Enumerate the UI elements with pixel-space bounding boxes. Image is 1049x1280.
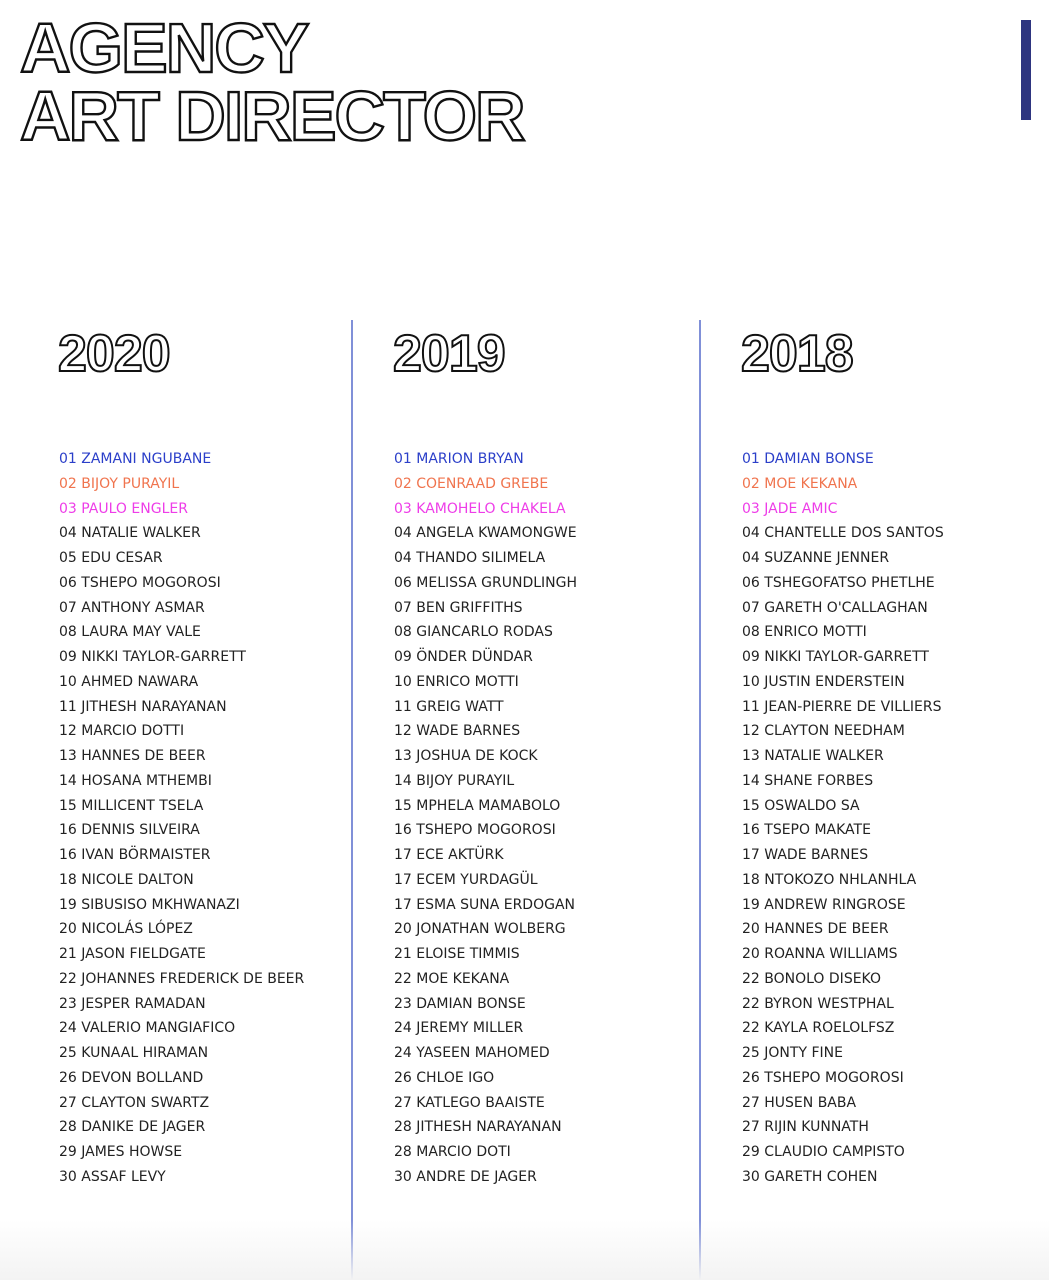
list-item: 14 BIJOY PURAYIL [394, 772, 515, 789]
list-item: 17 ECEM YURDAGÜL [394, 871, 538, 888]
list-item: 13 NATALIE WALKER [742, 748, 884, 764]
page-title [20, 9, 524, 155]
list-item: 30 ANDRE DE JAGER [394, 1168, 537, 1185]
list-item: 03 JADE AMIC [742, 500, 838, 517]
list-item: 24 VALERIO MANGIAFICO [59, 1020, 236, 1037]
list-item: 28 MARCIO DOTI [394, 1144, 511, 1160]
list-item: 06 TSHEPO MOGOROSI [59, 574, 221, 591]
list-item: 04 THANDO SILIMELA [394, 550, 546, 566]
list-item: 08 ENRICO MOTTI [742, 624, 867, 641]
list-item: 27 HUSEN BABA [742, 1094, 857, 1111]
list-item: 19 ANDREW RINGROSE [742, 896, 906, 913]
list-item: 06 TSHEGOFATSO PHETLHE [742, 574, 935, 591]
list-item: 05 EDU CESAR [59, 550, 163, 566]
bottom-fade [0, 1220, 1049, 1280]
list-item: 29 CLAUDIO CAMPISTO [742, 1144, 905, 1160]
list-item: 12 CLAYTON NEEDHAM [742, 723, 905, 740]
list-item: 23 DAMIAN BONSE [394, 995, 526, 1012]
list-item: 22 BYRON WESTPHAL [742, 995, 894, 1012]
title-line-agency: AGENCY [20, 9, 308, 87]
list-item: 25 KUNAAL HIRAMAN [59, 1045, 209, 1061]
list-item: 18 NICOLE DALTON [59, 871, 194, 888]
list-item: 15 OSWALDO SA [742, 797, 860, 814]
list-item: 18 NTOKOZO NHLANHLA [742, 871, 917, 888]
list-item: 20 HANNES DE BEER [742, 921, 889, 938]
list-item: 04 SUZANNE JENNER [742, 550, 890, 566]
list-item: 07 ANTHONY ASMAR [59, 599, 205, 616]
list-item: 29 JAMES HOWSE [59, 1144, 183, 1160]
list-item: 26 CHLOE IGO [394, 1069, 495, 1086]
list-item: 13 HANNES DE BEER [59, 748, 206, 764]
year-heading: 2020 [58, 325, 170, 383]
list-item: 16 TSEPO MAKATE [742, 822, 871, 839]
list-item: 12 WADE BARNES [394, 723, 521, 740]
list-item: 07 BEN GRIFFITHS [394, 599, 523, 616]
column-divider-2 [699, 320, 701, 1280]
title-line-art-director: ART DIRECTOR [20, 77, 524, 155]
list-item: 23 JESPER RAMADAN [59, 995, 206, 1012]
list-item: 27 KATLEGO BAAISTE [394, 1094, 545, 1111]
list-item: 30 GARETH COHEN [742, 1168, 878, 1185]
list-item: 04 ANGELA KWAMONGWE [394, 525, 577, 542]
list-item: 24 JEREMY MILLER [394, 1020, 524, 1037]
list-item: 19 SIBUSISO MKHWANAZI [59, 896, 240, 913]
list-item: 24 YASEEN MAHOMED [394, 1045, 550, 1061]
list-item: 02 MOE KEKANA [742, 475, 858, 492]
list-item: 27 RIJIN KUNNATH [742, 1119, 869, 1136]
list-item: 15 MILLICENT TSELA [59, 797, 204, 814]
list-item: 10 JUSTIN ENDERSTEIN [742, 673, 905, 690]
list-item: 10 ENRICO MOTTI [394, 673, 519, 690]
list-item: 22 JOHANNES FREDERICK DE BEER [59, 970, 305, 987]
list-item: 10 AHMED NAWARA [59, 673, 199, 690]
list-item: 03 KAMOHELO CHAKELA [394, 500, 566, 517]
list-item: 09 ÖNDER DÜNDAR [394, 649, 533, 665]
list-item: 26 TSHEPO MOGOROSI [742, 1069, 904, 1086]
list-item: 27 CLAYTON SWARTZ [59, 1094, 210, 1111]
list-item: 13 JOSHUA DE KOCK [394, 748, 538, 764]
ranking-list [59, 447, 304, 1190]
list-item: 20 JONATHAN WOLBERG [394, 921, 566, 938]
list-item: 04 NATALIE WALKER [59, 525, 201, 542]
list-item: 07 GARETH O'CALLAGHAN [742, 599, 928, 616]
list-item: 09 NIKKI TAYLOR-GARRETT [742, 649, 929, 665]
list-item: 14 HOSANA MTHEMBI [59, 772, 212, 789]
list-item: 21 ELOISE TIMMIS [394, 946, 520, 962]
list-item: 21 JASON FIELDGATE [59, 946, 206, 962]
list-item: 08 GIANCARLO RODAS [394, 624, 553, 641]
year-heading: 2019 [393, 325, 505, 383]
list-item: 16 IVAN BÖRMAISTER [59, 847, 211, 863]
list-item: 16 TSHEPO MOGOROSI [394, 822, 556, 839]
list-item: 14 SHANE FORBES [742, 772, 874, 789]
accent-bar [1021, 20, 1031, 120]
list-item: 25 JONTY FINE [742, 1045, 843, 1061]
list-item: 11 JEAN-PIERRE DE VILLIERS [742, 698, 942, 715]
list-item: 08 LAURA MAY VALE [59, 624, 201, 641]
list-item: 17 ECE AKTÜRK [394, 847, 504, 863]
list-item: 17 WADE BARNES [742, 847, 869, 863]
list-item: 15 MPHELA MAMABOLO [394, 797, 561, 814]
list-item: 22 BONOLO DISEKO [742, 970, 881, 987]
list-item: 11 GREIG WATT [394, 698, 504, 715]
list-item: 22 KAYLA ROELOLFSZ [742, 1020, 895, 1037]
list-item: 28 DANIKE DE JAGER [59, 1119, 206, 1136]
year-heading: 2018 [741, 325, 853, 383]
list-item: 01 MARION BRYAN [394, 451, 524, 467]
list-item: 16 DENNIS SILVEIRA [59, 822, 200, 839]
list-item: 09 NIKKI TAYLOR-GARRETT [59, 649, 246, 665]
list-item: 12 MARCIO DOTTI [59, 723, 185, 740]
list-item: 20 NICOLÁS LÓPEZ [59, 921, 193, 938]
ranking-list [742, 447, 944, 1190]
list-item: 02 COENRAAD GREBE [394, 475, 549, 492]
column-divider-1 [351, 320, 353, 1280]
list-item: 17 ESMA SUNA ERDOGAN [394, 896, 576, 913]
list-item: 01 ZAMANI NGUBANE [59, 451, 212, 467]
list-item: 02 BIJOY PURAYIL [59, 475, 180, 492]
list-item: 30 ASSAF LEVY [59, 1168, 166, 1185]
list-item: 26 DEVON BOLLAND [59, 1069, 204, 1086]
list-item: 04 CHANTELLE DOS SANTOS [742, 525, 944, 542]
list-item: 01 DAMIAN BONSE [742, 451, 874, 467]
list-item: 06 MELISSA GRUNDLINGH [394, 574, 578, 591]
list-item: 03 PAULO ENGLER [59, 500, 188, 517]
ranking-list [394, 447, 577, 1190]
list-item: 28 JITHESH NARAYANAN [394, 1119, 562, 1136]
list-item: 11 JITHESH NARAYANAN [59, 698, 227, 715]
list-item: 22 MOE KEKANA [394, 970, 510, 987]
list-item: 20 ROANNA WILLIAMS [742, 946, 898, 962]
